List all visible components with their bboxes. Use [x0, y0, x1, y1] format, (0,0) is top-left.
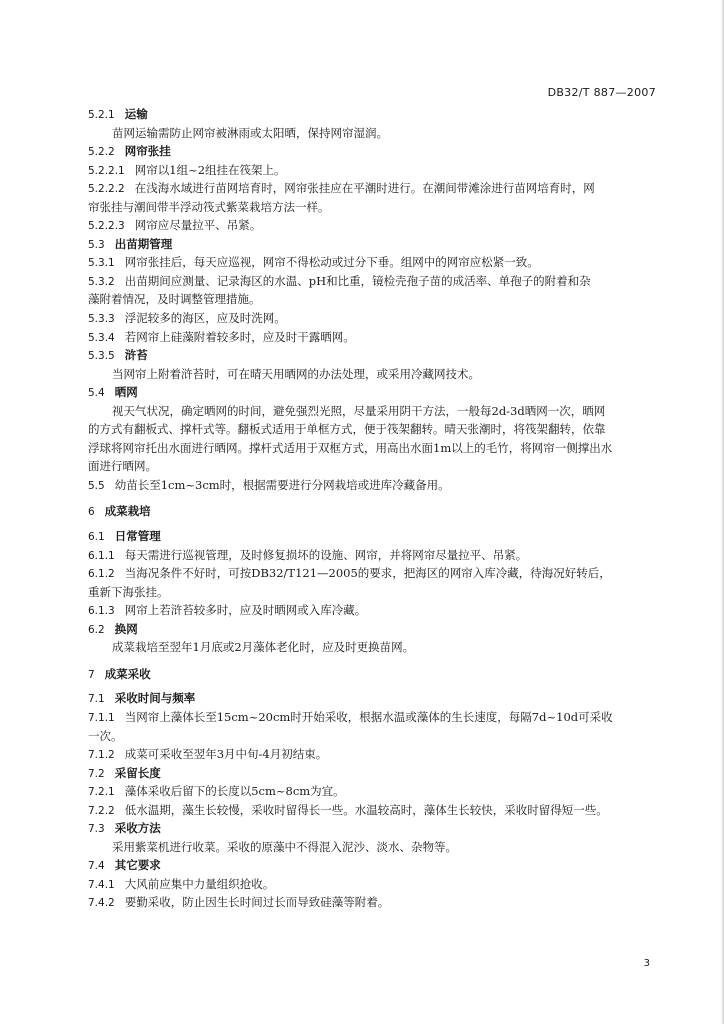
section-number: 5.3 [88, 238, 105, 251]
section-heading [88, 527, 656, 546]
paragraph-line: 浮球将网帘托出水面进行晒网。撑杆式适用于双框方式，用高出水面1m以上的毛竹，将网帘一侧撑出水 [88, 440, 613, 455]
clause-item [88, 745, 656, 764]
clause-text: 成菜可采收至翌年3月中旬-4月初结束。 [124, 747, 328, 762]
section-title: 日常管理 [114, 529, 161, 544]
section-title: 换网 [114, 621, 138, 636]
clause-number: 5.2.2.3 [88, 220, 125, 233]
paragraph-line: 苗网运输需防止网帘被淋雨或太阳晒，保持网帘湿润。 [112, 125, 388, 140]
clause-number: 7.2.1 [88, 786, 115, 799]
section-number: 5.4 [88, 387, 105, 400]
section-title: 采留长度 [114, 765, 161, 780]
clause-item [88, 875, 656, 894]
section-heading [88, 105, 656, 124]
clause-item [88, 601, 656, 620]
clause-continuation: 藻附着情况，及时调整管理措施。 [88, 292, 261, 307]
clause-text: 浮泥较多的海区，应及时洗网。 [124, 311, 286, 326]
paragraph-line: 采用紫菜机进行收菜。采收的原藻中不得混入泥沙、淡水、杂物等。 [112, 839, 457, 854]
clause-number: 7.1.2 [88, 749, 115, 762]
section-heading [88, 819, 656, 838]
clause-item [88, 161, 656, 180]
clause-item [88, 564, 656, 583]
clause-item [88, 179, 656, 198]
section-heading [88, 142, 656, 161]
clause-number: 5.3.3 [88, 313, 115, 326]
clause-continuation: 重新下海张挂。 [88, 584, 169, 599]
section-heading [88, 620, 656, 639]
section-number: 6.2 [88, 623, 105, 636]
clause-text: 网帘上若浒苔较多时，应及时晒网或入库冷藏。 [124, 603, 367, 618]
section-number: 5.3.5 [88, 350, 115, 363]
clause-text: 在浅海水域进行苗网培育时，网帘张挂应在平潮时进行。在潮间带滩涂进行苗网培育时，网 [134, 181, 595, 196]
page-number: 3 [643, 958, 650, 969]
paragraph-line: 的方式有翻板式、撑杆式等。翻板式适用于单框方式，便于筏架翻转。晴天张潮时，将筏架翻转，依靠 [88, 422, 606, 437]
section-number: 7.1 [88, 693, 105, 706]
clause-item [88, 216, 656, 235]
clause-number: 6.1.1 [88, 549, 115, 562]
section-title: 其它要求 [114, 858, 161, 873]
section-heading [88, 235, 656, 254]
clause-item [88, 328, 656, 347]
clause-item [88, 253, 656, 272]
clause-text: 当网帘上藻体长至15cm~20cm时开始采收，根据水温或藻体的生长速度，每隔7d~10d可采收 [124, 709, 613, 724]
clause-text: 每天需进行巡视管理，及时修复损坏的设施、网帘，并将网帘尽量拉平、吊紧。 [124, 547, 528, 562]
section-heading [88, 856, 656, 875]
section-heading [88, 346, 656, 365]
clause-number: 5.3.1 [88, 257, 115, 270]
chapter-heading [88, 665, 656, 684]
clause-number: 6.1.2 [88, 568, 115, 581]
clause-item [88, 546, 656, 565]
clause-text: 大风前应集中力量组织抢收。 [124, 876, 275, 891]
section-title: 网帘张挂 [124, 144, 171, 159]
clause-continuation: 帘张挂与潮间带半浮动筏式紫菜栽培方法一样。 [88, 199, 330, 214]
section-number: 7.3 [88, 823, 105, 836]
paragraph-line: 当网帘上附着浒苔时，可在晴天用晒网的办法处理，或采用冷藏网技术。 [112, 366, 480, 381]
chapter-heading [88, 502, 656, 521]
section-number: 7 [88, 668, 95, 681]
clause-item [88, 893, 656, 912]
clause-number: 5.2.2.1 [88, 164, 125, 177]
clause-text: 幼苗长至1cm~3cm时，根据需要进行分网栽培或进库冷藏备用。 [114, 477, 450, 492]
clause-text: 要勤采收，防止因生长时间过长而导致硅藻等附着。 [124, 895, 390, 910]
section-title: 出苗期管理 [114, 236, 173, 251]
clause-text: 网帘应尽量拉平、吊紧。 [134, 218, 262, 233]
section-number: 7.4 [88, 860, 105, 873]
paragraph-line: 成菜栽培至翌年1月底或2月藻体老化时，应及时更换苗网。 [112, 640, 415, 655]
clause-item [88, 309, 656, 328]
standard-code: DB32/T 887—2007 [547, 86, 656, 99]
document-body [88, 105, 656, 912]
clause-number: 5.2.2.2 [88, 183, 125, 196]
clause-number: 5.5 [88, 479, 105, 492]
clause-number: 5.3.2 [88, 275, 115, 288]
section-number: 6.1 [88, 531, 105, 544]
clause-number: 6.1.3 [88, 605, 115, 618]
clause-number: 7.2.2 [88, 804, 115, 817]
section-title: 采收方法 [114, 821, 161, 836]
clause-text: 网帘以1组~2组挂在筏架上。 [134, 162, 286, 177]
section-heading [88, 383, 656, 402]
section-heading [88, 689, 656, 708]
clause-item [88, 782, 656, 801]
clause-number: 7.1.1 [88, 711, 115, 724]
section-title: 浒苔 [124, 348, 148, 363]
clause-item [88, 476, 656, 495]
section-title: 运输 [124, 107, 148, 121]
clause-number: 5.3.4 [88, 331, 115, 344]
clause-text: 低水温期，藻生长较慢，采收时留得长一些。水温较高时，藻体生长较快，采收时留得短一些。 [124, 802, 608, 817]
section-title: 采收时间与频率 [114, 691, 196, 706]
section-title: 晒网 [114, 385, 138, 400]
section-number: 5.2.1 [88, 109, 115, 121]
clause-text: 藻体采收后留下的长度以5cm~8cm为宜。 [124, 784, 345, 799]
paragraph-line: 面进行晒网。 [88, 459, 157, 474]
clause-text: 网帘张挂后，每天应巡视，网帘不得松动或过分下垂。组网中的网帘应松紧一致。 [124, 255, 539, 270]
section-heading [88, 764, 656, 783]
section-number: 6 [88, 506, 95, 519]
clause-number: 7.4.2 [88, 897, 115, 910]
paragraph-line: 视天气状况，确定晒网的时间，避免强烈光照，尽量采用阴干方法，一般每2d-3d晒网一次，晒网 [112, 403, 606, 418]
clause-item [88, 801, 656, 820]
clause-number: 7.4.1 [88, 878, 115, 891]
section-title: 成菜采收 [104, 666, 151, 681]
section-title: 成菜栽培 [104, 504, 151, 519]
clause-item [88, 708, 656, 727]
clause-continuation: 一次。 [88, 728, 123, 743]
section-number: 5.2.2 [88, 146, 115, 159]
clause-item [88, 272, 656, 291]
clause-text: 当海况条件不好时，可按DB32/T121—2005的要求，把海区的网帘入库冷藏，待海况好转后， [124, 566, 611, 581]
section-number: 7.2 [88, 767, 105, 780]
clause-text: 若网帘上硅藻附着较多时，应及时干露晒网。 [124, 329, 355, 344]
clause-text: 出苗期间应测量、记录海区的水温、pH和比重，镜检壳孢子苗的成活率、单孢子的附着和杂 [124, 273, 591, 288]
